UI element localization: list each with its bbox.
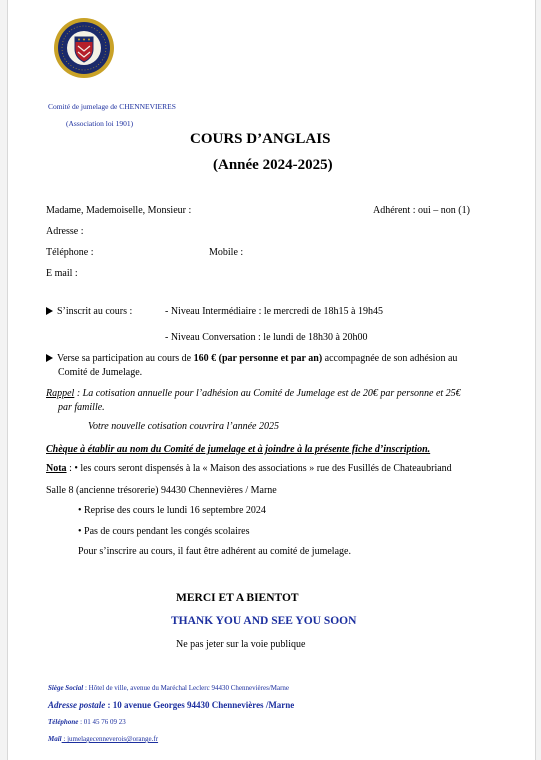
address-field: Adresse :	[46, 226, 84, 237]
course-level-conversation: - Niveau Conversation : le lundi de 18h30 à 20h00	[165, 332, 368, 343]
org-name: Comité de jumelage de CHENNEVIERES	[48, 102, 176, 111]
payment-line-2: Comité de Jumelage.	[58, 367, 143, 378]
org-status: (Association loi 1901)	[66, 119, 134, 128]
reminder-line-2: par famille.	[58, 402, 105, 413]
reminder-renewal: Votre nouvelle cotisation couvrira l’année 2025	[88, 421, 279, 432]
courses-intro: S’inscrit au cours :	[46, 306, 132, 317]
payment-amount: 160 € (par personne et par an)	[193, 353, 323, 364]
document-page	[7, 0, 536, 760]
mobile-field: Mobile :	[209, 247, 244, 258]
reminder-line: Rappel : La cotisation annuelle pour l’adhésion au Comité de Jumelage est de 20€ par personne et 25€	[46, 388, 461, 399]
note-closing: Pour s’inscrire au cours, il faut être adhérent au comité de jumelage.	[78, 546, 351, 557]
reminder-label: Rappel	[46, 388, 75, 399]
payment-line: Verse sa participation au cours de 160 € (par personne et par an) accompagnée de son adhésion au	[46, 353, 457, 364]
civility-field: Madame, Mademoiselle, Monsieur :	[46, 205, 192, 216]
note-label: Nota	[46, 463, 67, 474]
note-line-2: Salle 8 (ancienne trésorerie) 94430 Chennevières / Marne	[46, 485, 277, 496]
bullet-arrow-icon	[46, 307, 53, 315]
course-level-intermediate: - Niveau Intermédiaire : le mercredi de 18h15 à 19h45	[165, 306, 383, 317]
bullet-arrow-icon	[46, 354, 53, 362]
footer-phone: Téléphone : 01 45 76 09 23	[48, 718, 126, 726]
footer-mail: Mail : jumelagecenneverois@orange.fr	[48, 735, 159, 743]
footer-mail-link: : jumelagecenneverois@orange.fr	[61, 735, 159, 743]
page-subtitle: (Année 2024-2025)	[213, 157, 333, 173]
committee-logo	[53, 17, 115, 79]
check-instructions: Chèque à établir au nom du Comité de jumelage et à joindre à la présente fiche d’inscription.	[46, 444, 431, 455]
footer-seat: Siège Social : Hôtel de ville, avenue du Maréchal Leclerc 94430 Chennevières/Marne	[48, 684, 290, 692]
email-field: E mail :	[46, 268, 78, 279]
footer-postal: Adresse postale : 10 avenue Georges 94430 Chennevières /Marne	[48, 700, 295, 710]
note-bullet-2: • Pas de cours pendant les congés scolaires	[78, 526, 250, 537]
phone-field: Téléphone :	[46, 247, 94, 258]
page-title: COURS D’ANGLAIS	[190, 131, 331, 147]
note-line: Nota : • les cours seront dispensés à la « Maison des associations » rue des Fusillés de Chateaubriand	[46, 463, 452, 474]
member-field: Adhérent : oui – non (1)	[373, 205, 470, 216]
thanks-english: THANK YOU AND SEE YOU SOON	[171, 615, 357, 627]
disposal-notice: Ne pas jeter sur la voie publique	[176, 639, 306, 650]
note-bullet-1: • Reprise des cours le lundi 16 septembre 2024	[78, 505, 266, 516]
thanks-french: MERCI ET A BIENTOT	[176, 592, 299, 604]
